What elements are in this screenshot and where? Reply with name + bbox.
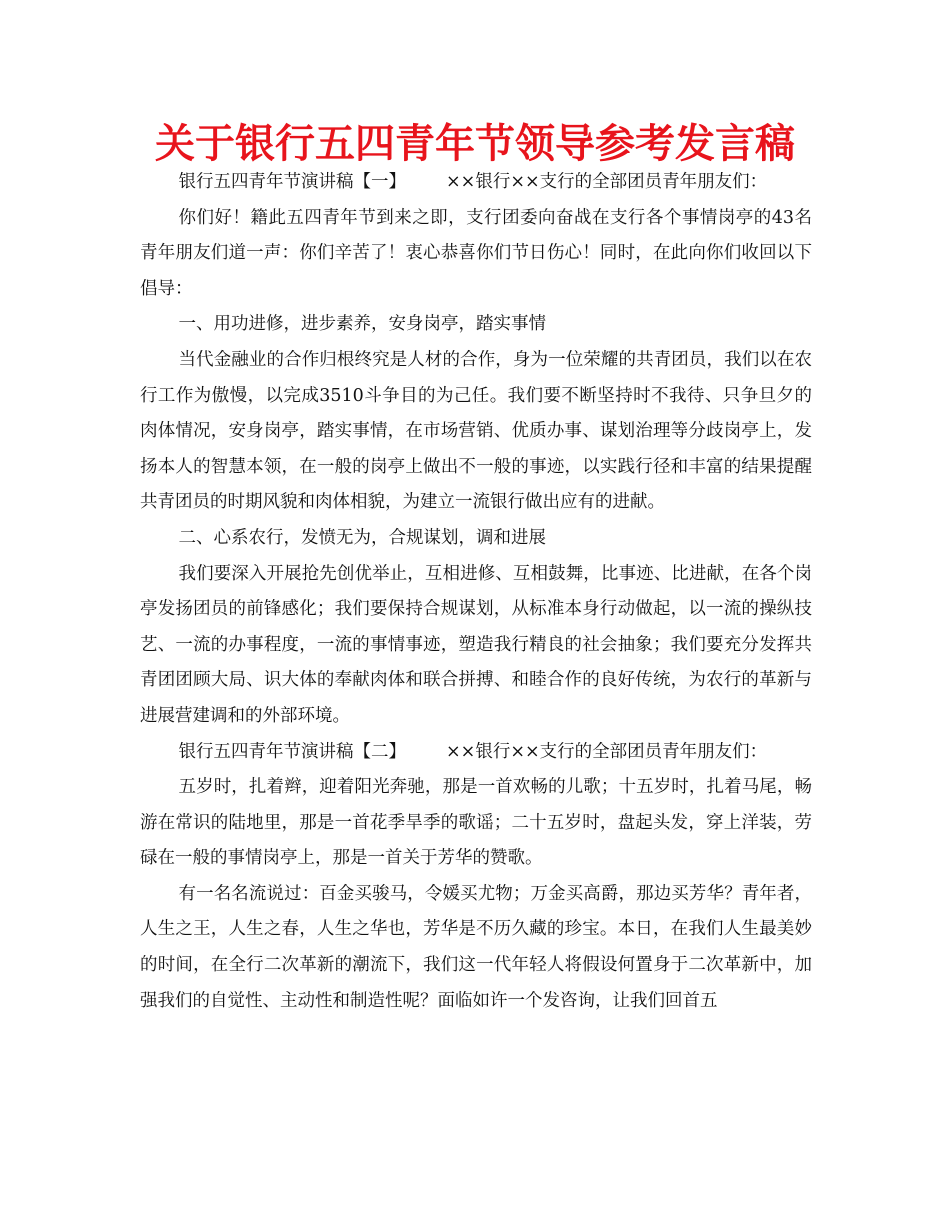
paragraph-speech-2-heading — [140, 735, 812, 771]
speech-2-salutation: ××银行××支行的全部团员青年朋友们： — [446, 741, 768, 762]
paragraph: 有一名名流说过：百金买骏马，令媛买尤物；万金买高爵，那边买芳华？青年者，人生之王，人生之春，人生之华也，芳华是不历久藏的珍宝。本日，在我们人生最美妙的时间，在全行二次革新的潮流下，我们这一代年轻人将假设何置身于二次革新中，加强我们的自觉性、主动性和制造性呢？面临如许一个发咨询，让我们回首五 — [140, 883, 812, 1011]
speech-2-title: 银行五四青年节演讲稿【二】 — [178, 741, 406, 762]
paragraph: 五岁时，扎着辫，迎着阳光奔驰，那是一首欢畅的儿歌；十五岁时，扎着马尾，畅游在常识的陆地里，那是一首花季旱季的歌谣；二十五岁时，盘起头发，穿上洋装，劳碌在一般的事情岗亭上，那是一首关于芳华的赞歌。 — [140, 777, 812, 869]
paragraph: 我们要深入开展抢先创优举止，互相进修、互相鼓舞，比事迹、比进献，在各个岗亭发扬团员的前锋感化；我们要保持合规谋划，从标准本身行动做起，以一流的操纵技艺、一流的办事程度，一流的事情事迹，塑造我行精良的社会抽象；我们要充分发挥共青团团顾大局、识大体的奉献肉体和联合拼搏、和睦合作的良好传统，为农行的革新与进展营建调和的外部环境。 — [140, 563, 812, 726]
section-heading: 一、用功进修，进步素养，安身岗亭，踏实事情 — [178, 314, 546, 335]
document-title: 关于银行五四青年节领导参考发言稿 — [155, 121, 795, 167]
document-body — [140, 165, 812, 1019]
section-heading: 二、心系农行，发愤无为，合规谋划，调和进展 — [178, 527, 546, 548]
paragraph: 你们好！籍此五四青年节到来之即，支行团委向奋战在支行各个事情岗亭的43名青年朋友们道一声：你们辛苦了！衷心恭喜你们节日伤心！同时，在此向你们收回以下倡导： — [140, 207, 812, 299]
speech-1-title: 银行五四青年节演讲稿【一】 — [178, 172, 406, 192]
speech-1-salutation: ××银行××支行的全部团员青年朋友们： — [446, 172, 768, 192]
paragraph-speech-1-heading — [140, 165, 812, 201]
paragraph: 当代金融业的合作归根终究是人材的合作，身为一位荣耀的共青团员，我们以在农行工作为傲慢，以完成3510斗争目的为己任。我们要不断坚持时不我待、只争旦夕的肉体情况，安身岗亭，踏实事情，在市场营销、优质办事、谋划治理等分歧岗亭上，发扬本人的智慧本领，在一般的岗亭上做出不一般的事迹，以实践行径和丰富的结果提醒共青团员的时期风貌和肉体相貌，为建立一流银行做出应有的进献。 — [140, 349, 812, 513]
